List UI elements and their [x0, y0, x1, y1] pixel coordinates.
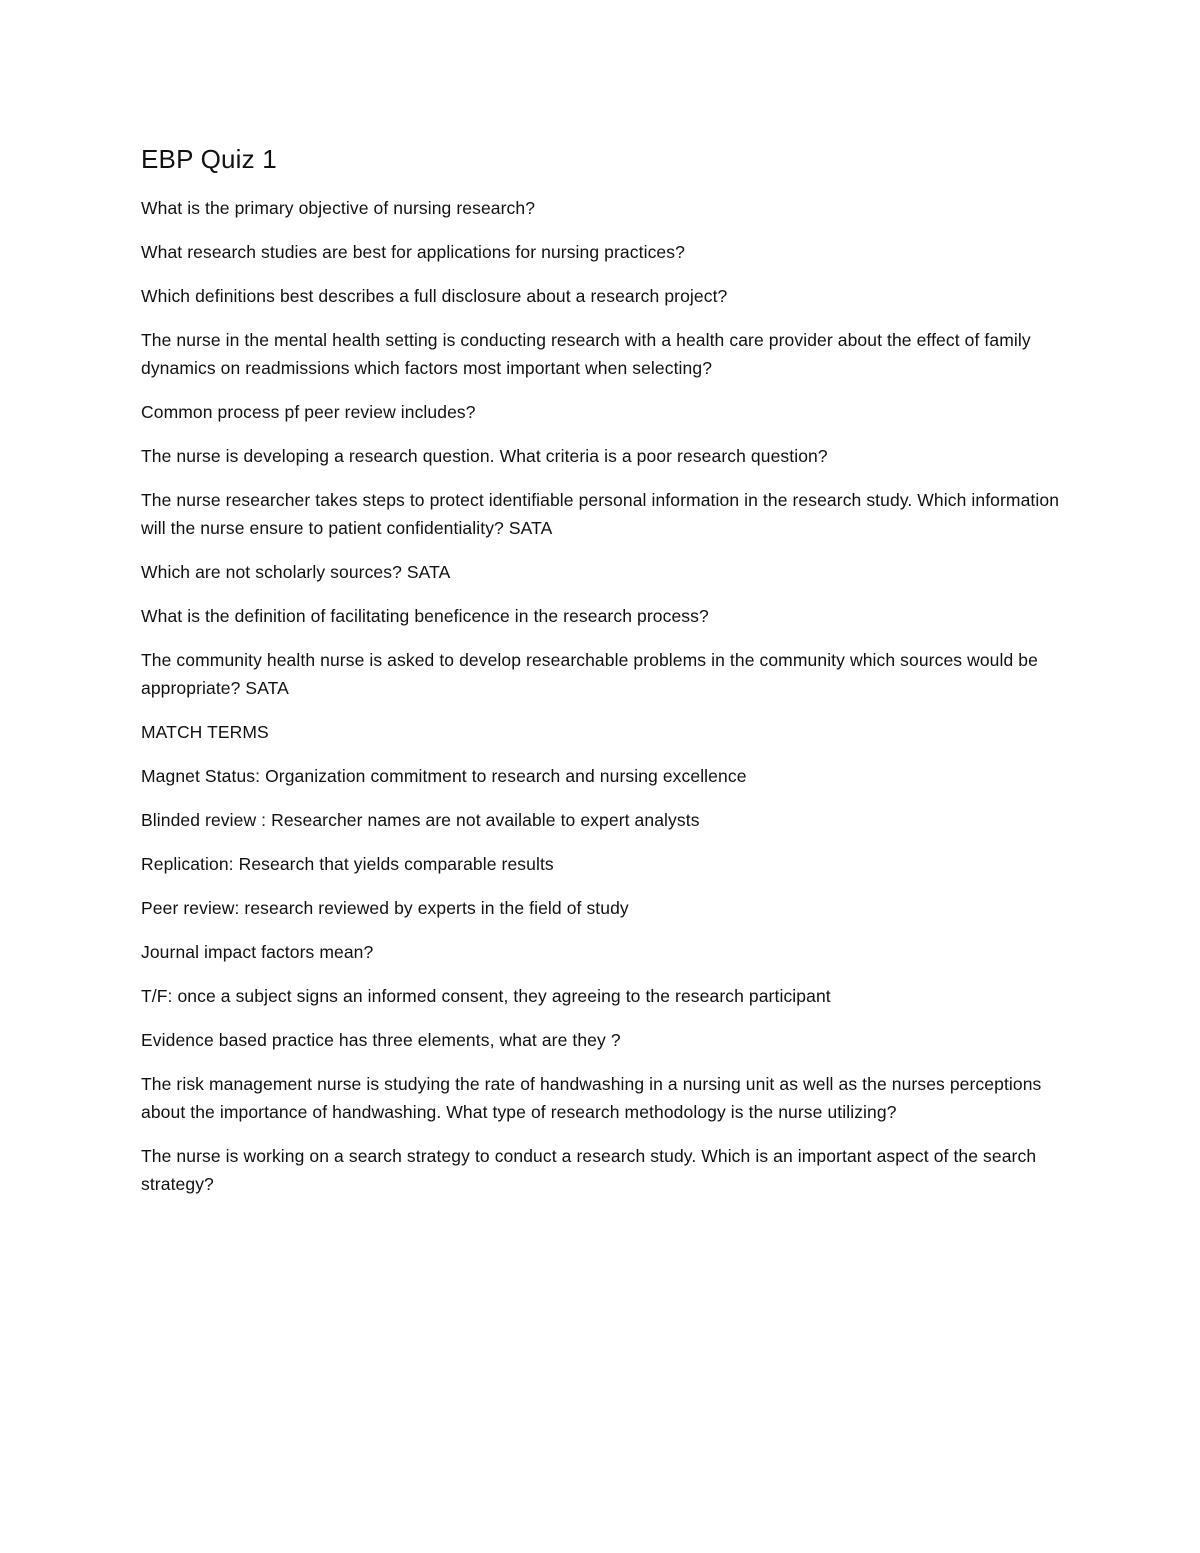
question-8: Which are not scholarly sources? SATA: [141, 562, 451, 582]
question-12: T/F: once a subject signs an informed consent, they agreeing to the research participant: [141, 986, 831, 1006]
document-body: [141, 142, 1066, 1214]
question-7: The nurse researcher takes steps to protect identifiable personal information in the research study. Which information will the nurse ensure to patient confidentiality? SATA: [141, 490, 1060, 538]
question-4: The nurse in the mental health setting is conducting research with a health care provider about the effect of family dynamics on readmissions which factors most important when selecting?: [141, 330, 1031, 378]
question-15: The nurse is working on a search strategy to conduct a research study. Which is an important aspect of the search strategy?: [141, 1146, 1037, 1194]
question-1: What is the primary objective of nursing research?: [141, 198, 536, 218]
question-9: What is the definition of facilitating beneficence in the research process?: [141, 606, 709, 626]
question-10: The community health nurse is asked to develop researchable problems in the community which sources would be appropriate? SATA: [141, 650, 1038, 698]
match-term-blinded-review: Blinded review : Researcher names are not available to expert analysts: [141, 810, 700, 830]
question-6: The nurse is developing a research question. What criteria is a poor research question?: [141, 446, 828, 466]
match-term-peer-review: Peer review: research reviewed by experts in the field of study: [141, 898, 629, 918]
question-14: The risk management nurse is studying the rate of handwashing in a nursing unit as well as the nurses perceptions about the importance of handwashing. What type of research methodology is the nurse utilizing?: [141, 1074, 1042, 1122]
match-term-replication: Replication: Research that yields comparable results: [141, 854, 554, 874]
question-3: Which definitions best describes a full disclosure about a research project?: [141, 286, 728, 306]
question-5: Common process pf peer review includes?: [141, 402, 476, 422]
match-terms-heading: MATCH TERMS: [141, 722, 269, 742]
question-13: Evidence based practice has three elements, what are they ?: [141, 1030, 621, 1050]
question-2: What research studies are best for applications for nursing practices?: [141, 242, 685, 262]
document-title: EBP Quiz 1: [141, 144, 277, 174]
question-11: Journal impact factors mean?: [141, 942, 374, 962]
match-term-magnet-status: Magnet Status: Organization commitment to research and nursing excellence: [141, 766, 747, 786]
